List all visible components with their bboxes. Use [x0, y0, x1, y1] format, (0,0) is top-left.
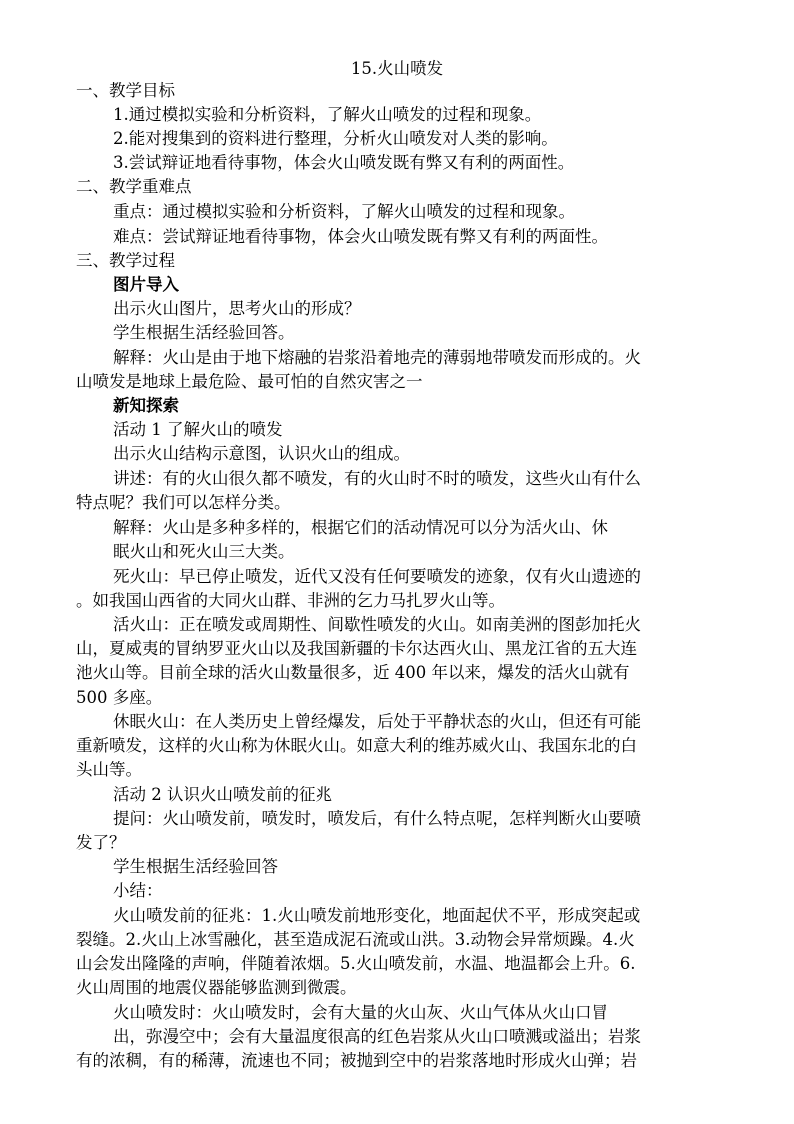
- paragraph-line: 山会发出隆隆的声响，伴随着浓烟。5.火山喷发前，水温、地温都会上升。6.: [76, 954, 636, 973]
- goal-3: 3.尝试辩证地看待事物，体会火山喷发既有弊又有利的两面性。: [113, 153, 575, 172]
- paragraph-line: 休眠火山：在人类历史上曾经爆发，后处于平静状态的火山，但还有可能: [113, 712, 641, 731]
- paragraph-line: 学生根据生活经验回答: [113, 857, 278, 876]
- section-heading-process: 三、教学过程: [76, 251, 175, 270]
- paragraph-line: 重新喷发，这样的火山称为休眠火山。如意大利的维苏威火山、我国东北的白: [76, 736, 637, 755]
- paragraph-line: 500 多座。: [76, 688, 163, 707]
- goal-1: 1.通过模拟实验和分析资料，了解火山喷发的过程和现象。: [113, 105, 542, 124]
- paragraph-line: 火山喷发时：火山喷发时，会有大量的火山灰、火山气体从火山口冒: [113, 1003, 608, 1022]
- key-point: 重点：通过模拟实验和分析资料，了解火山喷发的过程和现象。: [113, 202, 575, 221]
- paragraph-line: 提问：火山喷发前，喷发时，喷发后，有什么特点呢，怎样判断火山要喷: [113, 809, 641, 828]
- paragraph-line: 解释：火山是由于地下熔融的岩浆沿着地壳的薄弱地带喷发而形成的。火: [113, 348, 641, 367]
- activity-2-heading: 活动 2 认识火山喷发前的征兆: [113, 785, 332, 804]
- paragraph-line: 讲述：有的火山很久都不喷发，有的火山时不时的喷发，这些火山有什么: [113, 469, 641, 488]
- difficult-point: 难点：尝试辩证地看待事物，体会火山喷发既有弊又有利的两面性。: [113, 227, 608, 246]
- paragraph-line: 出示火山图片，思考火山的形成？: [113, 299, 361, 318]
- paragraph-line: 小结：: [113, 881, 163, 900]
- paragraph-line: 裂缝。2.火山上冰雪融化，甚至造成泥石流或山洪。3.动物会异常烦躁。4.火: [76, 930, 635, 949]
- paragraph-line: 头山等。: [76, 760, 142, 779]
- goal-2: 2.能对搜集到的资料进行整理，分析火山喷发对人类的影响。: [113, 129, 558, 148]
- paragraph-line: 死火山：早已停止喷发，近代又没有任何要喷发的迹象，仅有火山遗迹的: [113, 567, 641, 586]
- paragraph-line: 火山喷发前的征兆：1.火山喷发前地形变化，地面起伏不平，形成突起或: [113, 906, 641, 925]
- paragraph-line: 学生根据生活经验回答。: [113, 323, 295, 342]
- paragraph-line: 有的浓稠，有的稀薄，流速也不同；被抛到空中的岩浆落地时形成火山弹；岩: [76, 1051, 637, 1070]
- paragraph-line: 出示火山结构示意图，认识火山的组成。: [113, 444, 410, 463]
- paragraph-line: 池火山等。目前全球的活火山数量很多，近 400 年以来，爆发的活火山就有: [76, 663, 630, 682]
- paragraph-line: 火山周围的地震仪器能够监测到微震。: [76, 978, 357, 997]
- subheading-new-knowledge: 新知探索: [113, 396, 179, 415]
- activity-1-heading: 活动 1 了解火山的喷发: [113, 420, 283, 439]
- section-heading-goals: 一、教学目标: [76, 81, 175, 100]
- paragraph-line: 山，夏威夷的冒纳罗亚火山以及我国新疆的卡尔达西火山、黑龙江省的五大连: [76, 639, 637, 658]
- paragraph-line: 发了？: [76, 833, 126, 852]
- document-title: 15.火山喷发: [350, 59, 444, 78]
- paragraph-line: 活火山：正在喷发或周期性、间歇性喷发的火山。如南美洲的图彭加托火: [113, 615, 641, 634]
- paragraph-line: 。如我国山西省的大同火山群、非洲的乞力马扎罗火山等。: [76, 591, 505, 610]
- paragraph-line: 出，弥漫空中；会有大量温度很高的红色岩浆从火山口喷溅或溢出；岩浆: [113, 1027, 641, 1046]
- paragraph-line: 解释：火山是多种多样的，根据它们的活动情况可以分为活火山、休: [113, 518, 608, 537]
- section-heading-key-points: 二、教学重难点: [76, 177, 192, 196]
- paragraph-line: 眠火山和死火山三大类。: [113, 542, 295, 561]
- paragraph-line: 山喷发是地球上最危险、最可怕的自然灾害之一: [76, 372, 423, 391]
- paragraph-line: 特点呢？我们可以怎样分类。: [76, 493, 291, 512]
- subheading-picture-intro: 图片导入: [113, 275, 179, 294]
